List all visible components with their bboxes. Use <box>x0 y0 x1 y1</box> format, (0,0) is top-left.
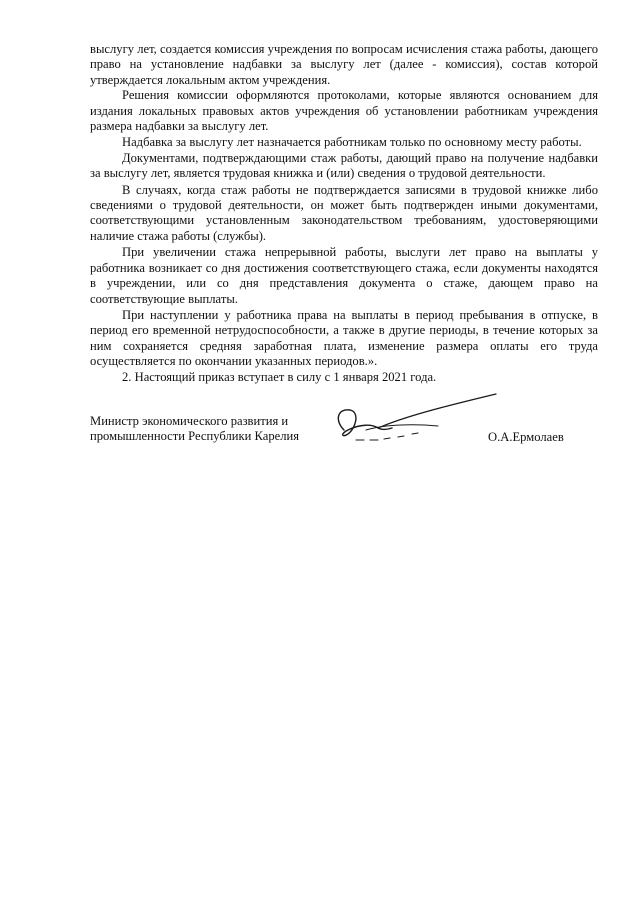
document-body <box>90 42 598 385</box>
signer-title <box>90 414 330 445</box>
paragraph-commission: выслугу лет, создается комиссия учреждения по вопросам исчисления стажа работы, дающего право на установление надбавки за выслугу лет (далее - комиссия), состав которой утверждается локальным актом учреждения. <box>90 42 598 87</box>
paragraph-other-documents: В случаях, когда стаж работы не подтверждается записями в трудовой книжке либо сведениями о трудовой деятельности, он может быть подтвержден иными документами, соответствующими установленным законодательством требованиям, удостоверяющими наличие стажа работы (службы). <box>90 182 598 243</box>
paragraph-leave-periods: При наступлении у работника права на выплаты в период пребывания в отпуске, в период его временной нетрудоспособности, а также в другие периоды, в течение которых за ним сохраняется средняя заработная плата, изменение размера оплаты его труда осуществляется по окончании указанных периодов.». <box>90 307 598 369</box>
paragraph-commission-decisions: Решения комиссии оформляются протоколами, которые являются основанием для издания локальных правовых актов учреждения об установлении работникам учреждения размера надбавки за выслугу лет. <box>90 88 598 134</box>
signer-title-line-2: промышленности Республики Карелия <box>90 429 300 444</box>
signer-name: О.А.Ермолаев <box>488 430 564 444</box>
paragraph-seniority-increase: При увеличении стажа непрерывной работы, выслуги лет право на выплаты у работника возникает со дня достижения соответствующего стажа, если документы находятся в учреждении, или со дня представления документа о стаже, дающем право на соответствующие выплаты. <box>90 245 598 306</box>
paragraph-effective-date: 2. Настоящий приказ вступает в силу с 1 января 2021 года. <box>122 369 437 384</box>
signer-title-line-1: Министр экономического развития и <box>90 414 289 428</box>
paragraph-main-workplace: Надбавка за выслугу лет назначается работникам только по основному месту работы. <box>122 135 582 150</box>
paragraph-documents: Документами, подтверждающими стаж работы, дающий право на получение надбавки за выслугу лет, является трудовая книжка и (или) сведения о трудовой деятельности. <box>90 150 598 181</box>
